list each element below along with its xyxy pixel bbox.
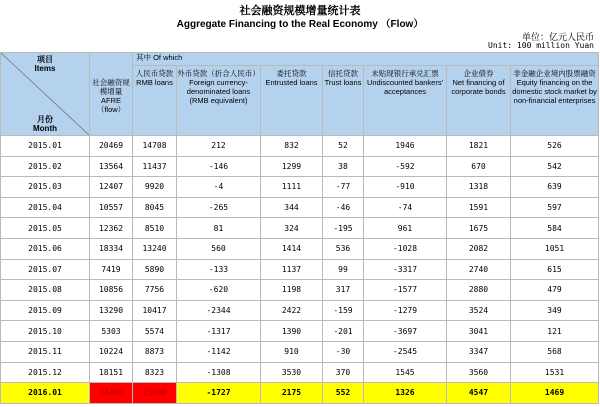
cell-fx-loans: -265	[177, 197, 261, 218]
cell-corporate-bonds: 1318	[447, 177, 511, 198]
table-row	[1, 300, 599, 321]
cell-month: 2015.08	[1, 280, 90, 301]
unit-chinese: 单位：亿元人民币	[521, 33, 594, 43]
cell-trust-loans: -159	[323, 300, 364, 321]
table-row	[1, 321, 599, 342]
cell-equity-financing: 526	[511, 136, 599, 157]
cell-afre: 5303	[90, 321, 133, 342]
cell-acceptances: -592	[364, 156, 447, 177]
cell-corporate-bonds: 3560	[447, 362, 511, 383]
col-header-cn: 信托贷款	[328, 69, 358, 78]
cell-month: 2015.05	[1, 218, 90, 239]
col-header-cn: 人民币贷款	[135, 69, 174, 78]
corner-items-en: Items	[34, 64, 56, 73]
cell-equity-financing: 568	[511, 341, 599, 362]
cell-month: 2015.07	[1, 259, 90, 280]
col-header-en: Net financing of corporate bonds	[451, 78, 506, 96]
cell-equity-financing: 479	[511, 280, 599, 301]
table-row	[1, 362, 599, 383]
afre-header-en: AFRE	[100, 96, 121, 105]
cell-trust-loans: 52	[323, 136, 364, 157]
table-row	[1, 156, 599, 177]
col-header-rmb-loans	[133, 66, 177, 136]
corner-month-cn: 月份	[37, 115, 53, 124]
cell-afre: 12407	[90, 177, 133, 198]
cell-acceptances: -1028	[364, 238, 447, 259]
cell-afre: 10557	[90, 197, 133, 218]
cell-afre: 20469	[90, 136, 133, 157]
cell-acceptances: -74	[364, 197, 447, 218]
cell-corporate-bonds: 4547	[447, 383, 511, 404]
cell-rmb-loans: 8873	[133, 341, 177, 362]
cell-acceptances: 1326	[364, 383, 447, 404]
afre-header-flow: （flow）	[96, 105, 126, 114]
cell-afre: 18334	[90, 238, 133, 259]
col-header-corporate-bonds	[447, 66, 511, 136]
col-header-cn: 企业债券	[463, 69, 494, 78]
cell-entrusted-loans: 2422	[261, 300, 323, 321]
cell-afre: 13290	[90, 300, 133, 321]
cell-corporate-bonds: 2740	[447, 259, 511, 280]
col-header-cn: 委托贷款	[276, 69, 307, 78]
cell-month: 2015.09	[1, 300, 90, 321]
cell-afre: 34200	[90, 383, 133, 404]
cell-month: 2015.01	[1, 136, 90, 157]
unit-english: Unit: 100 million Yuan	[488, 41, 594, 50]
col-header-entrusted-loans	[261, 66, 323, 136]
cell-equity-financing: 615	[511, 259, 599, 280]
cell-rmb-loans: 9920	[133, 177, 177, 198]
cell-month: 2015.06	[1, 238, 90, 259]
cell-corporate-bonds: 1675	[447, 218, 511, 239]
cell-equity-financing: 121	[511, 321, 599, 342]
cell-afre: 10856	[90, 280, 133, 301]
cell-entrusted-loans: 910	[261, 341, 323, 362]
cell-fx-loans: 212	[177, 136, 261, 157]
col-header-en: Entrusted loans	[265, 78, 318, 87]
cell-trust-loans: 370	[323, 362, 364, 383]
cell-entrusted-loans: 1414	[261, 238, 323, 259]
cell-rmb-loans: 13240	[133, 238, 177, 259]
cell-corporate-bonds: 3524	[447, 300, 511, 321]
col-header-en: Equity financing on the domestic stock market by non-financial enterprises	[512, 78, 597, 105]
cell-equity-financing: 542	[511, 156, 599, 177]
cell-corporate-bonds: 3041	[447, 321, 511, 342]
col-header-trust-loans	[323, 66, 364, 136]
cell-rmb-loans: 8323	[133, 362, 177, 383]
cell-trust-loans: 317	[323, 280, 364, 301]
cell-entrusted-loans: 2175	[261, 383, 323, 404]
cell-trust-loans: 38	[323, 156, 364, 177]
corner-month-en: Month	[33, 124, 57, 133]
cell-entrusted-loans: 1390	[261, 321, 323, 342]
cell-afre: 18151	[90, 362, 133, 383]
col-header-cn: 非金融企业境内股票融资	[513, 69, 596, 78]
cell-afre: 13564	[90, 156, 133, 177]
cell-acceptances: -1279	[364, 300, 447, 321]
col-header-cn: 外币贷款（折合人民币）	[177, 69, 260, 78]
cell-fx-loans: 81	[177, 218, 261, 239]
cell-rmb-loans: 14708	[133, 136, 177, 157]
cell-entrusted-loans: 1137	[261, 259, 323, 280]
col-header-en: Undiscounted bankers' acceptances	[366, 78, 444, 96]
cell-corporate-bonds: 670	[447, 156, 511, 177]
cell-month: 2015.11	[1, 341, 90, 362]
cell-afre: 10224	[90, 341, 133, 362]
cell-fx-loans: -1727	[177, 383, 261, 404]
cell-fx-loans: -1308	[177, 362, 261, 383]
cell-equity-financing: 1469	[511, 383, 599, 404]
cell-month: 2015.04	[1, 197, 90, 218]
cell-corporate-bonds: 2082	[447, 238, 511, 259]
cell-acceptances: 1946	[364, 136, 447, 157]
cell-rmb-loans: 5890	[133, 259, 177, 280]
cell-rmb-loans: 7756	[133, 280, 177, 301]
cell-fx-loans: -1317	[177, 321, 261, 342]
of-which-header: 其中 Of which	[133, 53, 599, 66]
table-row	[1, 218, 599, 239]
cell-month: 2015.03	[1, 177, 90, 198]
table-row	[1, 259, 599, 280]
cell-fx-loans: -2344	[177, 300, 261, 321]
cell-month: 2016.01	[1, 383, 90, 404]
cell-month: 2015.02	[1, 156, 90, 177]
title-english: Aggregate Financing to the Real Economy （Flow）	[176, 19, 424, 30]
cell-entrusted-loans: 832	[261, 136, 323, 157]
cell-afre: 7419	[90, 259, 133, 280]
cell-acceptances: -910	[364, 177, 447, 198]
table-row	[1, 177, 599, 198]
table-row	[1, 383, 599, 404]
cell-entrusted-loans: 1111	[261, 177, 323, 198]
cell-entrusted-loans: 344	[261, 197, 323, 218]
corner-items-cn: 项目	[37, 55, 53, 64]
cell-rmb-loans: 5574	[133, 321, 177, 342]
cell-rmb-loans: 8510	[133, 218, 177, 239]
cell-rmb-loans: 25400	[133, 383, 177, 404]
cell-rmb-loans: 8045	[133, 197, 177, 218]
cell-corporate-bonds: 2880	[447, 280, 511, 301]
afre-header-cn: 社会融资规模增量	[92, 78, 130, 96]
cell-acceptances: -1577	[364, 280, 447, 301]
afre-header	[90, 53, 133, 136]
cell-trust-loans: 99	[323, 259, 364, 280]
table-body	[1, 136, 599, 404]
col-header-en: Foreign currency-denominated loans (RMB equivalent)	[186, 78, 251, 105]
table-row	[1, 280, 599, 301]
col-header-equity-financing	[511, 66, 599, 136]
cell-trust-loans: -77	[323, 177, 364, 198]
cell-entrusted-loans: 1198	[261, 280, 323, 301]
col-header-en: Trust loans	[324, 78, 362, 87]
cell-acceptances: -2545	[364, 341, 447, 362]
cell-trust-loans: 552	[323, 383, 364, 404]
cell-equity-financing: 597	[511, 197, 599, 218]
title-chinese: 社会融资规模增量统计表	[239, 4, 361, 17]
cell-trust-loans: -201	[323, 321, 364, 342]
cell-trust-loans: -30	[323, 341, 364, 362]
cell-fx-loans: -133	[177, 259, 261, 280]
cell-fx-loans: 560	[177, 238, 261, 259]
cell-entrusted-loans: 324	[261, 218, 323, 239]
cell-entrusted-loans: 3530	[261, 362, 323, 383]
cell-month: 2015.10	[1, 321, 90, 342]
cell-acceptances: 1545	[364, 362, 447, 383]
cell-equity-financing: 639	[511, 177, 599, 198]
table-row	[1, 197, 599, 218]
cell-trust-loans: 536	[323, 238, 364, 259]
cell-acceptances: -3317	[364, 259, 447, 280]
table-row	[1, 136, 599, 157]
corner-header-cell	[1, 53, 90, 136]
cell-corporate-bonds: 1821	[447, 136, 511, 157]
col-header-en: RMB loans	[136, 78, 173, 87]
cell-fx-loans: -146	[177, 156, 261, 177]
cell-fx-loans: -620	[177, 280, 261, 301]
cell-rmb-loans: 11437	[133, 156, 177, 177]
col-header-fx-loans	[177, 66, 261, 136]
cell-acceptances: 961	[364, 218, 447, 239]
cell-equity-financing: 349	[511, 300, 599, 321]
cell-equity-financing: 1051	[511, 238, 599, 259]
col-header-acceptances	[364, 66, 447, 136]
financing-table	[0, 52, 599, 404]
col-header-cn: 未贴现银行承兑汇票	[371, 69, 439, 78]
cell-trust-loans: -195	[323, 218, 364, 239]
cell-month: 2015.12	[1, 362, 90, 383]
cell-corporate-bonds: 3347	[447, 341, 511, 362]
table-row	[1, 238, 599, 259]
cell-fx-loans: -1142	[177, 341, 261, 362]
cell-rmb-loans: 10417	[133, 300, 177, 321]
table-row	[1, 341, 599, 362]
cell-equity-financing: 584	[511, 218, 599, 239]
cell-afre: 12362	[90, 218, 133, 239]
cell-trust-loans: -46	[323, 197, 364, 218]
cell-entrusted-loans: 1299	[261, 156, 323, 177]
cell-fx-loans: -4	[177, 177, 261, 198]
cell-equity-financing: 1531	[511, 362, 599, 383]
cell-acceptances: -3697	[364, 321, 447, 342]
cell-corporate-bonds: 1591	[447, 197, 511, 218]
